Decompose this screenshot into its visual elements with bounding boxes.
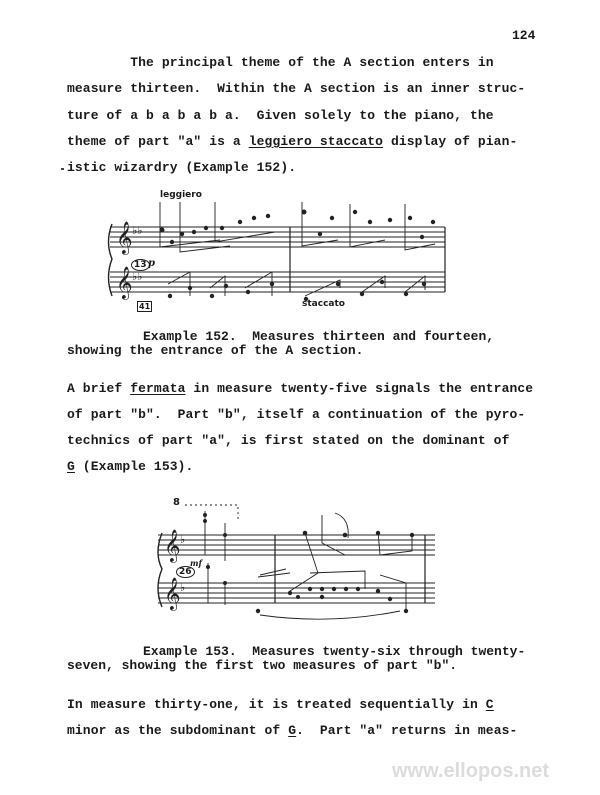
caption-152-line-1: Example 152. Measures thirteen and fourteen, — [143, 329, 495, 344]
svg-text:𝄞: 𝄞 — [164, 577, 181, 610]
text-line: In measure thirty-one, it is treated sequentially in C — [67, 697, 494, 712]
text-line: ture of a b a b a b a. Given solely to the piano, the — [67, 108, 494, 123]
score-articulation: staccato — [302, 299, 345, 309]
text-line: technics of part "a", is first stated on the dominant of — [67, 433, 510, 448]
text-line: A brief fermata in measure twenty-five signals the entrance — [67, 381, 534, 396]
music-example-152 — [100, 192, 450, 317]
score-dynamic: mf — [190, 558, 202, 568]
score-ottava-marking: 8 — [173, 497, 180, 508]
text-line: The principal theme of the A section enters in — [67, 55, 494, 70]
svg-text:𝄞: 𝄞 — [116, 266, 133, 299]
svg-text:♭♭: ♭♭ — [132, 224, 143, 237]
score-boxed-number: 41 — [139, 302, 151, 311]
svg-text:𝄞: 𝄞 — [164, 529, 181, 562]
score-measure-number: 13 — [131, 259, 150, 271]
watermark: www.ellopos.net — [392, 760, 550, 782]
text-line: G (Example 153). — [67, 459, 194, 474]
caption-153-line-1: Example 153. Measures twenty-six through twenty- — [143, 644, 526, 659]
svg-text:♭: ♭ — [180, 581, 186, 594]
svg-text:𝄞: 𝄞 — [116, 221, 133, 254]
text-line: minor as the subdominant of G. Part "a" returns in meas- — [67, 723, 518, 738]
svg-text:♭♭: ♭♭ — [132, 270, 143, 283]
text-line: measure thirteen. Within the A section is an inner struc- — [67, 81, 526, 96]
svg-text:♭: ♭ — [180, 533, 186, 546]
page-number: 124 — [512, 28, 536, 43]
margin-mark — [61, 168, 64, 170]
score-measure-number: 26 — [176, 566, 195, 578]
score-tempo-marking: leggiero — [160, 190, 202, 200]
score-dynamic: p — [148, 258, 155, 269]
text-line: of part "b". Part "b", itself a continuation of the pyro- — [67, 407, 526, 422]
text-line: theme of part "a" is a leggiero staccato display of pian- — [67, 134, 518, 149]
caption-152-line-2: showing the entrance of the A section. — [67, 343, 364, 358]
text-line: istic wizardry (Example 152). — [67, 160, 297, 175]
emphasis-underlined: leggiero staccato — [248, 134, 384, 149]
caption-153-line-2: seven, showing the first two measures of part "b". — [67, 658, 458, 673]
emphasis-underlined: fermata — [130, 381, 186, 396]
